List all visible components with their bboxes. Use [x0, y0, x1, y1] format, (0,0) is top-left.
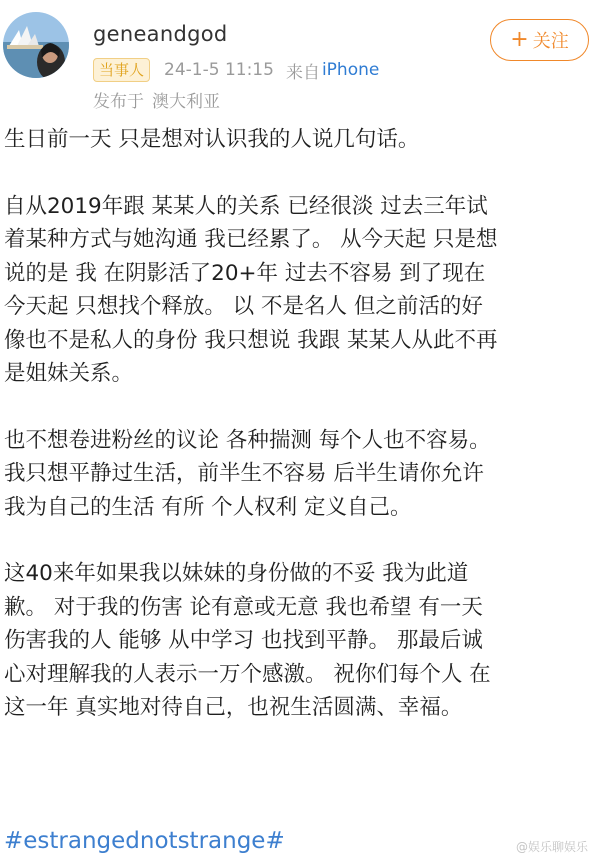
post-timestamp: 24-1-5 11:15 — [164, 60, 274, 80]
post-text-line: 心对理解我的人表示一万个感激。 祝你们每个人 在 — [4, 661, 491, 687]
post-text-line: 说的是 我 在阴影活了20+年 过去不容易 到了现在 — [4, 260, 486, 286]
post-text-line: 这40来年如果我以妹妹的身份做的不妥 我为此道 — [4, 561, 469, 586]
avatar-photo-icon — [3, 12, 69, 78]
post-header — [0, 0, 600, 120]
post-text-line: 歉。 对于我的伤害 论有意或无意 我也希望 有一天 — [4, 594, 483, 620]
hashtag-link[interactable]: #estrangednotstrange# — [4, 828, 285, 854]
plus-icon: + — [510, 27, 529, 52]
location-label: 发布于 — [93, 92, 144, 112]
post-text-line: 也不想卷进粉丝的议论 各种揣测 每个人也不容易。 — [4, 427, 491, 453]
paragraph-gap — [4, 391, 594, 424]
follow-label: 关注 — [532, 31, 569, 52]
source-device[interactable]: iPhone — [321, 60, 380, 80]
follow-button[interactable] — [490, 19, 589, 61]
paragraph-gap — [4, 157, 594, 190]
avatar[interactable] — [3, 12, 69, 78]
watermark: @娱乐聊娱乐 — [515, 840, 588, 854]
post-text-line: 伤害我的人 能够 从中学习 也找到平静。 那最后诚 — [4, 628, 483, 653]
post-text-line: 这一年 真实地对待自己，也祝生活圆满、幸福。 — [4, 695, 463, 720]
post-text-line: 着某种方式与她沟通 我已经累了。 从今天起 只是想 — [4, 227, 498, 252]
post-text-line: 生日前一天 只是想对认识我的人说几句话。 — [4, 127, 420, 152]
post-location — [93, 87, 228, 112]
source-prefix: 来自 — [285, 62, 320, 83]
post-text-line: 自从2019年跟 某某人的关系 已经很淡 过去三年试 — [4, 193, 488, 219]
author-name[interactable]: geneandgod — [93, 22, 228, 46]
post-text-line: 今天起 只想找个释放。 以 不是名人 但之前活的好 — [4, 294, 483, 319]
post-text-line: 是姐妹关系。 — [4, 361, 134, 386]
status-badge: 当事人 — [93, 58, 150, 82]
post-text-line: 我为自己的生活 有所 个人权利 定义自己。 — [4, 494, 412, 520]
post-body — [4, 123, 594, 725]
post-meta — [93, 57, 379, 83]
paragraph-gap — [4, 524, 594, 557]
location-value: 澳大利亚 — [152, 92, 220, 112]
post-text-line: 像也不是私人的身份 我只想说 我跟 某某人从此不再 — [4, 327, 498, 353]
post-text-line: 我只想平静过生活，前半生不容易 后半生请你允许 — [4, 461, 484, 486]
